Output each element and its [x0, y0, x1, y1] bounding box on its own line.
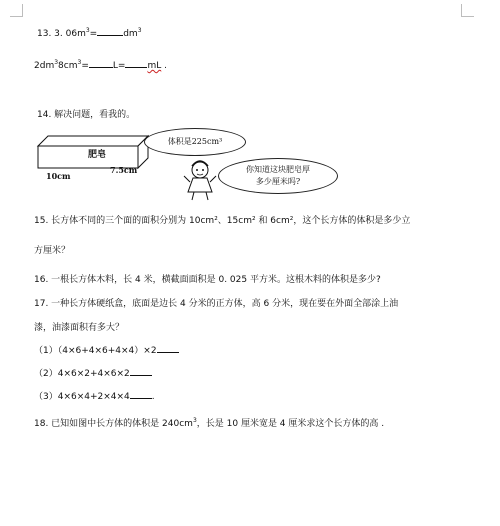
cartoon-child-illustration [180, 158, 220, 202]
speech-bubble-volume-text: 体积是225cm³ [167, 137, 223, 146]
q13-answer-blank[interactable] [97, 26, 123, 36]
q15-line2: 方厘米？ [34, 246, 71, 256]
q17-option2 [34, 366, 152, 379]
q13-line2-blank-liters[interactable] [89, 58, 113, 68]
q13-line2-value1: 2dm [34, 61, 55, 71]
q18-text-part1: 18. 已知如图中长方体的体积是 240cm [34, 419, 193, 429]
q13-sup: 3 [85, 27, 90, 34]
q17-option1-text: （1）（4×6+4×6+4×4）×2 [34, 346, 157, 356]
soap-length-label: 10cm [46, 171, 71, 181]
q17-line1: 17. 一种长方体硬纸盒，底面是边长 4 分米的正方体，高 6 分米，现在要在外面全部涂上油 [34, 299, 399, 309]
q13-line2-value2: 8cm [58, 61, 78, 71]
q13-unit-sup: 3 [137, 27, 142, 34]
speech-bubble-question [218, 158, 338, 194]
q17-option3-text: （3）4×6×4+2×4×4 [34, 392, 130, 402]
q17-line2: 漆，油漆面积有多大？ [34, 323, 125, 333]
q18-text [34, 416, 384, 429]
q17-option2-blank[interactable] [130, 366, 152, 376]
q13-line2-sup2: 3 [77, 59, 82, 66]
q14-figure [30, 128, 340, 208]
q13-line1 [37, 26, 142, 39]
q13-unit: dm [123, 29, 138, 39]
q15-line1: 15. 长方体不同的三个面的面积分别为 10cm²、15cm² 和 6cm²，这个长方体的体积是多少立 [34, 216, 411, 226]
q18-sup: 3 [192, 417, 197, 424]
q14-text: 14. 解决问题，看我的。 [37, 110, 136, 120]
q13-value: 13. 3. 06m [37, 29, 86, 39]
q13-line2-sup1: 3 [54, 59, 59, 66]
q17-option3-blank[interactable] [130, 389, 152, 399]
speech-bubble-volume [144, 128, 246, 156]
q13-line2-period: . [164, 61, 167, 71]
speech-bubble-question-line1: 你知道这块肥皂厚 [246, 165, 310, 174]
speech-bubble-question-line2: 多少厘米吗? [255, 177, 301, 186]
soap-width-label: 7.5cm [110, 165, 138, 175]
q17-option3-period: . [151, 392, 155, 402]
q17-option3 [34, 389, 155, 402]
q13-equals: = [89, 29, 98, 39]
page-corner-mark-right [461, 4, 474, 17]
q13-line2-blank-ml[interactable] [125, 58, 147, 68]
page-corner-mark-left [10, 4, 23, 17]
q17-option1 [34, 343, 179, 356]
q13-line2-unit-ml: mL [147, 61, 162, 71]
q13-line2 [34, 58, 167, 71]
q16-text: 16. 一根长方体木料，长 4 米，横截面面积是 0. 025 平方米。这根木料的体积是多少? [34, 275, 381, 285]
q17-option2-text: （2）4×6×2+4×6×2 [34, 369, 130, 379]
q13-line2-equals: = [81, 61, 89, 71]
q18-text-part2: ，长是 10 厘米宽是 4 厘米求这个长方体的高 . [196, 419, 385, 429]
soap-label: 肥皂 [88, 150, 107, 160]
q17-option1-blank[interactable] [157, 343, 179, 353]
q13-line2-unit-l: L= [112, 61, 126, 71]
